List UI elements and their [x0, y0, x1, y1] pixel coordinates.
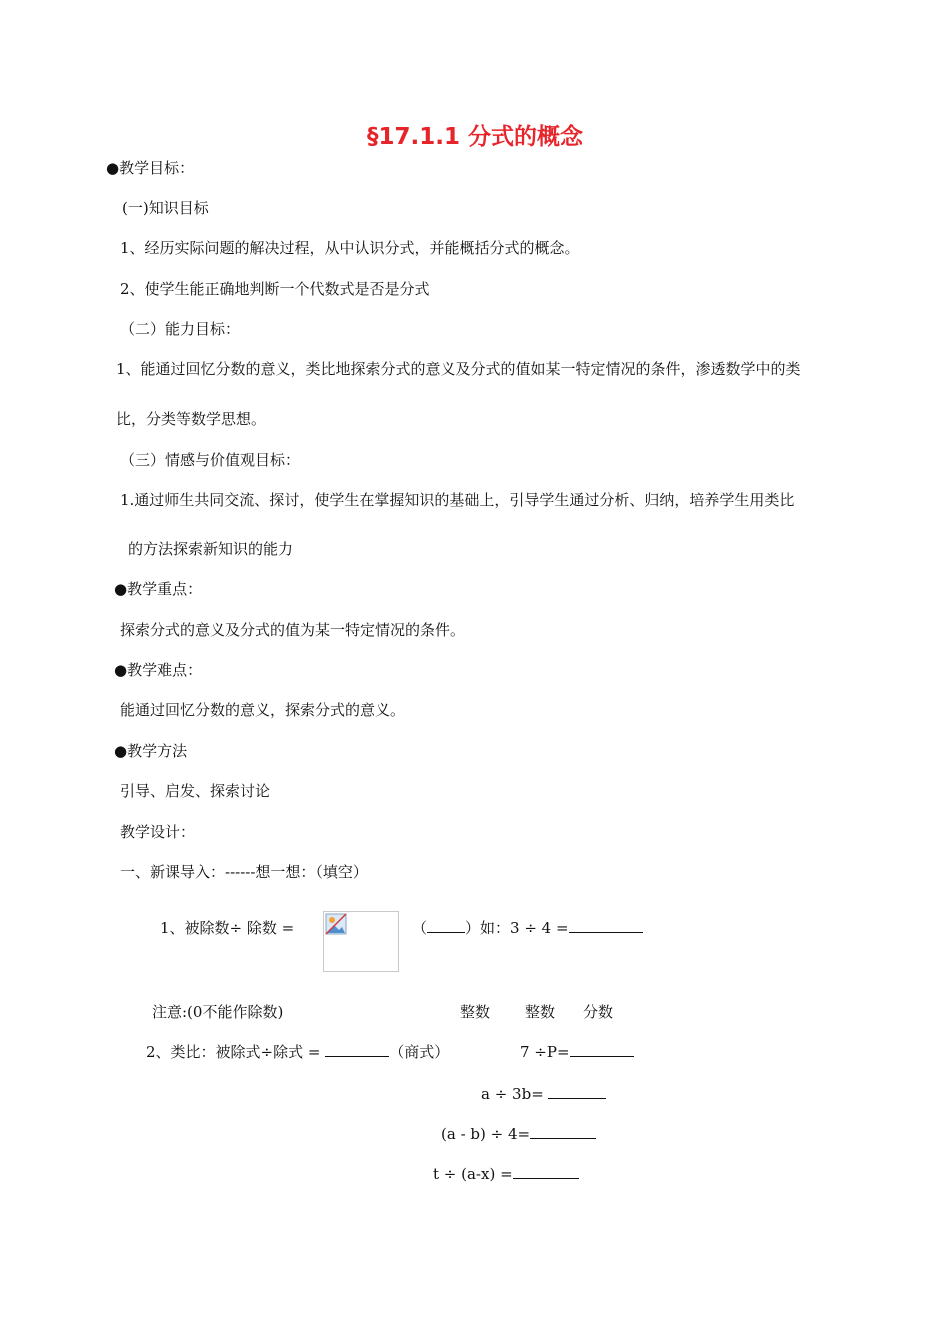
item1-paren-close: ）如：3 ÷ 4 = — [465, 919, 569, 937]
eq3-blank — [530, 1124, 596, 1139]
item2-prefix: 2、类比：被除式÷除式 = — [146, 1043, 321, 1061]
ability-objectives-heading: （二）能力目标： — [120, 320, 241, 338]
emotion-objective-line-1: 1.通过师生共同交流、探讨，使学生在掌握知识的基础上，引导学生通过分析、归纳，培养学生用类比 — [120, 491, 795, 509]
key-points-text: 探索分式的意义及分式的值为某一特定情况的条件。 — [120, 621, 466, 639]
note-label-fraction: 分数 — [583, 1003, 614, 1021]
design-heading: 教学设计： — [120, 823, 196, 841]
note-text: 注意:(0不能作除数) — [152, 1003, 284, 1021]
eq2 — [481, 1084, 606, 1104]
knowledge-objectives-heading: (一)知识目标 — [122, 199, 209, 217]
emotion-objective-line-2: 的方法探索新知识的能力 — [128, 540, 294, 558]
item2-shangshi: （商式） — [389, 1043, 450, 1061]
objectives-heading: ●教学目标： — [106, 159, 195, 177]
methods-text: 引导、启发、探索讨论 — [120, 782, 271, 800]
ability-objective-line-1: 1、能通过回忆分数的意义，类比地探索分式的意义及分式的值如某一特定情况的条件，渗透数学中的类 — [116, 360, 801, 378]
knowledge-objective-2: 2、使学生能正确地判断一个代数式是否是分式 — [120, 280, 430, 298]
item2-line — [146, 1042, 449, 1062]
item2-eq1 — [520, 1042, 634, 1062]
broken-image-icon — [325, 913, 347, 935]
key-points-heading: ●教学重点： — [114, 580, 203, 598]
eq4-text: t ÷ (a-x) = — [433, 1165, 513, 1183]
eq2-blank — [548, 1084, 606, 1099]
broken-image-placeholder — [323, 911, 399, 972]
note-label-integer-2: 整数 — [525, 1003, 556, 1021]
page-title: §17.1.1 分式的概念 — [367, 124, 583, 150]
item1-answer-line — [412, 918, 643, 938]
emotion-objectives-heading: （三）情感与价值观目标： — [120, 451, 301, 469]
difficulties-text: 能通过回忆分数的意义，探索分式的意义。 — [120, 701, 406, 719]
item2-eq1-blank — [570, 1042, 634, 1057]
item1-paren-open: （ — [412, 919, 428, 937]
item1-blank-2 — [569, 918, 643, 933]
note-label-integer-1: 整数 — [460, 1003, 491, 1021]
methods-heading: ●教学方法 — [114, 742, 188, 760]
item2-blank-1 — [325, 1042, 389, 1057]
eq2-text: a ÷ 3b= — [481, 1085, 544, 1103]
ability-objective-line-2: 比，分类等数学思想。 — [116, 410, 267, 428]
item1-blank-1 — [427, 918, 465, 933]
eq4-blank — [513, 1164, 579, 1179]
eq3-text: (a - b) ÷ 4= — [441, 1125, 531, 1143]
design-intro: 一、新课导入：------想一想：（填空） — [120, 863, 368, 881]
difficulties-heading: ●教学难点： — [114, 661, 203, 679]
item2-eq1-text: 7 ÷P= — [520, 1043, 570, 1061]
knowledge-objective-1: 1、经历实际问题的解决过程，从中认识分式，并能概括分式的概念。 — [120, 239, 580, 257]
eq3 — [441, 1124, 596, 1144]
item1-prefix: 1、被除数÷ 除数 = — [160, 919, 295, 937]
eq4 — [433, 1164, 579, 1184]
